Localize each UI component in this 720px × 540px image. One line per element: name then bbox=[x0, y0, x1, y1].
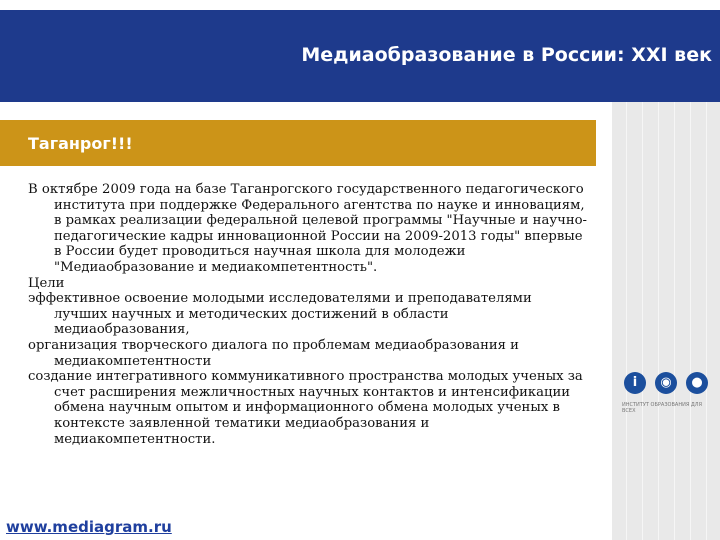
website-link[interactable]: www.mediagram.ru bbox=[6, 518, 172, 536]
top-strip bbox=[0, 0, 720, 10]
body-text bbox=[28, 182, 588, 447]
goal-item: эффективное освоение молодыми исследователями и преподавателями лучших научных и методических достижений в области медиаобразования, bbox=[28, 291, 532, 338]
goals-heading: Цели bbox=[28, 275, 65, 291]
section-subtitle: Таганрог!!! bbox=[28, 134, 133, 153]
goal-item: создание интегративного коммуникативного пространства молодых ученых за счет расширения межличностных научных контактов и интенсификации обмена научным опытом и информационного обмена молодых ученых в контексте заявленной тематики медиаобразования и медиакомпетентности. bbox=[28, 369, 583, 447]
organization-logo-icon: i ◉ ● ИНСТИТУТ ОБРАЗОВАНИЯ ДЛЯ ВСЕХ bbox=[622, 372, 712, 430]
right-side-panel bbox=[612, 102, 720, 540]
intro-paragraph: В октябре 2009 года на базе Таганрогского государственного педагогического института при поддержке Федерального агентства по науке и инновациям, в рамках реализации федеральной целевой программы "Научные и научно-педагогические кадры инновационной России на 2009-2013 годы" впервые в России будет проводиться научная школа для молодежи "Медиаобразование и медиакомпетентность". bbox=[28, 182, 587, 275]
goal-item: организация творческого диалога по проблемам медиаобразования и медиакомпетентности bbox=[28, 337, 519, 369]
page-title: Медиаобразование в России: XXI век bbox=[301, 44, 712, 66]
logo-caption: ИНСТИТУТ ОБРАЗОВАНИЯ ДЛЯ ВСЕХ bbox=[622, 402, 703, 414]
